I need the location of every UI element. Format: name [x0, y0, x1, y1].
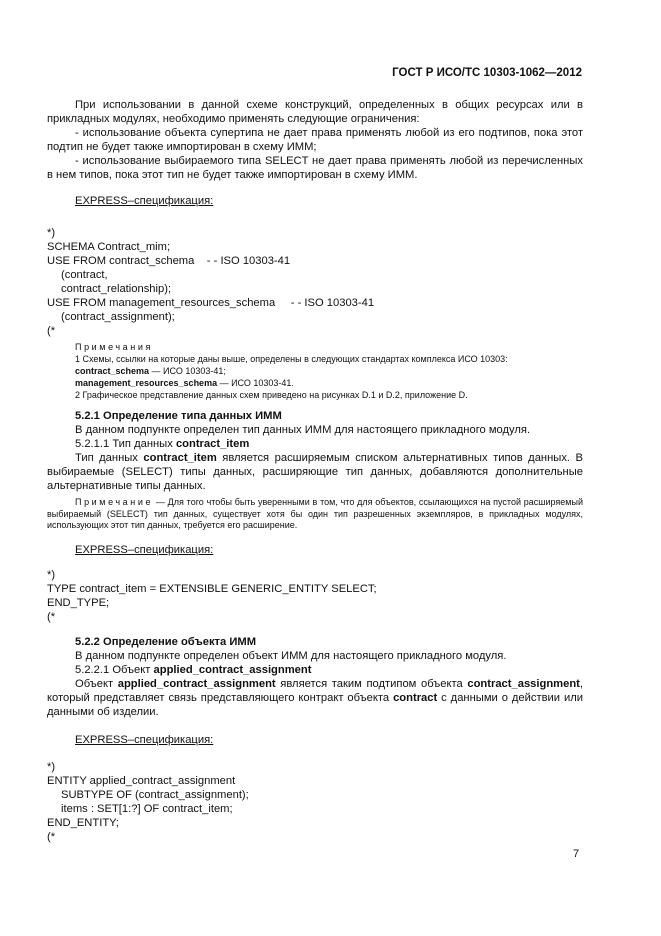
code-close: (*: [47, 611, 56, 623]
code-line: (contract,: [61, 269, 108, 281]
code-line: ENTITY applied_contract_assignment: [47, 775, 236, 787]
document-header: ГОСТ Р ИСО/ТС 10303-1062—2012: [392, 67, 582, 79]
note-label: Примечание: [75, 497, 154, 507]
text-run: с данными о действии или данными об изделии.: [47, 692, 583, 719]
code-open: *): [47, 569, 56, 581]
section-heading: 5.2.2 Определение объекта ИММ: [75, 636, 257, 648]
code-line: TYPE contract_item = EXTENSIBLE GENERIC_ENTITY SELECT;: [47, 583, 377, 595]
notes-title: Примечания: [75, 342, 153, 352]
type-note: [47, 497, 583, 532]
page-number: 7: [573, 848, 580, 860]
code-close: (*: [47, 831, 56, 843]
intro-paragraph: При использовании в данной схеме конструкций, определенных в общих ресурсах или в прикладных модулях, необходимо применять следующие ограничения:: [47, 99, 583, 126]
code-line: (contract_assignment);: [61, 311, 175, 323]
schema-ref: — ИСО 10303-41.: [217, 378, 294, 388]
entity-name: applied_contract_assignment: [117, 678, 276, 690]
code-open: *): [47, 227, 56, 239]
text-run: Объект: [75, 678, 118, 690]
note-1-item: [75, 378, 294, 390]
text-run: Тип данных: [75, 452, 144, 464]
code-line: items : SET[1:?] OF contract_item;: [61, 803, 233, 815]
code-line: END_TYPE;: [47, 597, 110, 609]
entity-name: contract_assignment: [467, 678, 580, 690]
section-heading: 5.2.1 Определение типа данных ИММ: [75, 410, 282, 422]
code-line: USE FROM contract_schema - - ISO 10303-41: [47, 255, 291, 267]
code-line: SCHEMA Contract_mim;: [47, 241, 171, 253]
schema-ref: — ИСО 10303-41;: [149, 366, 226, 376]
section-text: В данном подпункте определен объект ИММ для настоящего прикладного модуля.: [75, 650, 507, 662]
code-line: USE FROM management_resources_schema - - ISO 10303-41: [47, 297, 375, 309]
text-run: является расширяемым списком альтернативных типов данных. В выбираемые (SELECT) типы данных, расширяющие тип данных, добавляются дополнительные альтернативные типы данных.: [47, 452, 583, 493]
text-run: является таким подтипом объекта: [275, 678, 468, 690]
express-label-2: EXPRESS–спецификация:: [75, 544, 214, 556]
note-2: 2 Графическое представление данных схем приведено на рисунках D.1 и D.2, приложение D.: [75, 390, 468, 400]
subsection-number: 5.2.1.1 Тип данных: [75, 438, 176, 450]
entity-description: [47, 677, 583, 719]
code-close: (*: [47, 325, 56, 337]
schema-name: contract_schema: [75, 366, 150, 376]
subsection-heading: [75, 663, 311, 677]
subsection-heading: [75, 437, 249, 451]
schema-name: management_resources_schema: [75, 378, 218, 388]
subsection-number: 5.2.2.1 Объект: [75, 664, 154, 676]
entity-name: applied_contract_assignment: [153, 664, 312, 676]
code-line: contract_relationship);: [61, 283, 172, 295]
express-label-1: EXPRESS–спецификация:: [75, 195, 214, 207]
type-name: contract_item: [175, 438, 250, 450]
code-line: SUBTYPE OF (contract_assignment);: [61, 789, 249, 801]
text-run: , который представляет связь представляющего контракт объекта: [47, 678, 583, 705]
code-line: END_ENTITY;: [47, 817, 120, 829]
note-1: 1 Схемы, ссылки на которые даны выше, определены в следующих стандартах комплекса ИСО 10303:: [75, 354, 508, 364]
express-label-3: EXPRESS–спецификация:: [75, 734, 214, 746]
type-name: contract_item: [143, 452, 217, 464]
entity-name: contract: [393, 692, 438, 705]
note-text: — Для того чтобы быть уверенными в том, что для объектов, ссылающихся на пустой расширяемый выбираемый (SELECT) тип данных, существует хотя бы один тип разрешенных экземпляров, в прикладных модулях, использующих этот тип данных, требуется его расширение.: [47, 497, 583, 531]
note-1-item: [75, 366, 226, 378]
intro-restriction-2: - использование выбираемого типа SELECT не дает права применять любой из перечисленных в нем типов, пока этот тип не будет также импортирован в схему ИММ.: [47, 155, 583, 182]
intro-restriction-1: - использование объекта супертипа не дает права применять любой из его подтипов, пока этот подтип не будет также импортирован в схему ИММ;: [47, 127, 583, 154]
code-open: *): [47, 761, 56, 773]
type-description: [47, 451, 583, 493]
section-text: В данном подпункте определен тип данных ИММ для настоящего прикладного модуля.: [75, 424, 531, 436]
